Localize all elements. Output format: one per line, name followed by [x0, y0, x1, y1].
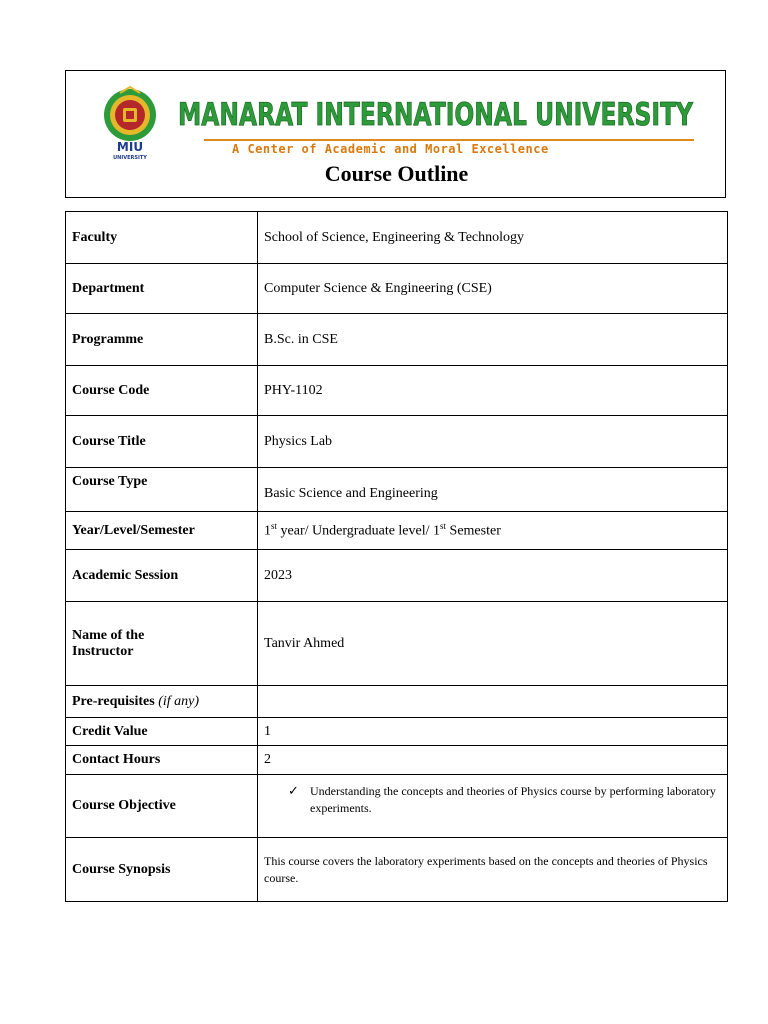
faculty-value: School of Science, Engineering & Technology — [258, 212, 728, 264]
course-objective-text: Understanding the concepts and theories of Physics course by performing laboratory experiments. — [310, 784, 716, 815]
department-value: Computer Science & Engineering (CSE) — [258, 264, 728, 314]
table-row-course-code — [66, 366, 728, 416]
course-objective-value — [258, 775, 728, 838]
year-level-semester-value — [258, 512, 728, 550]
contact-hours-value: 2 — [258, 746, 728, 775]
programme-value: B.Sc. in CSE — [258, 314, 728, 366]
table-row-instructor — [66, 602, 728, 686]
semester-text: Semester — [446, 523, 501, 539]
prerequisites-label — [66, 686, 258, 718]
course-synopsis-label: Course Synopsis — [66, 838, 258, 902]
table-row-year-level-semester — [66, 512, 728, 550]
prerequisites-note: (if any) — [158, 693, 200, 709]
tagline: A Center of Academic and Moral Excellence — [232, 142, 549, 156]
table-row-faculty — [66, 212, 728, 264]
table-row-department — [66, 264, 728, 314]
header-box — [65, 70, 726, 198]
checkmark-icon: ✓ — [288, 783, 299, 798]
year-text: year/ Undergraduate level/ — [277, 523, 434, 539]
year-level-semester-label: Year/Level/Semester — [66, 512, 258, 550]
table-row-prerequisites — [66, 686, 728, 718]
course-synopsis-value: This course covers the laboratory experiments based on the concepts and theories of Physics course. — [258, 838, 728, 902]
logo-text: MIU — [116, 140, 144, 154]
credit-value-label: Credit Value — [66, 718, 258, 746]
contact-hours-label: Contact Hours — [66, 746, 258, 775]
university-name — [178, 93, 698, 133]
table-row-course-type — [66, 468, 728, 512]
semester-number: 1 — [433, 523, 441, 539]
academic-session-value: 2023 — [258, 550, 728, 602]
course-type-value: Basic Science and Engineering — [258, 468, 728, 512]
logo-subtext: UNIVERSITY — [113, 155, 147, 161]
table-row-course-objective — [66, 775, 728, 838]
table-row-credit-value — [66, 718, 728, 746]
academic-session-label: Academic Session — [66, 550, 258, 602]
course-title-value: Physics Lab — [258, 416, 728, 468]
course-title-label: Course Title — [66, 416, 258, 468]
course-outline-table — [65, 211, 728, 902]
year-ordinal: st — [271, 521, 278, 532]
credit-value-value: 1 — [258, 718, 728, 746]
year-number: 1 — [264, 523, 271, 539]
instructor-label-line1: Name of the — [72, 627, 145, 643]
instructor-value: Tanvir Ahmed — [258, 602, 728, 686]
faculty-label: Faculty — [66, 212, 258, 264]
prerequisites-value — [258, 686, 728, 718]
university-logo — [94, 85, 166, 161]
table-row-course-synopsis — [66, 838, 728, 902]
table-row-programme — [66, 314, 728, 366]
prerequisites-label-text: Pre-requisites — [72, 693, 155, 709]
tagline-rule — [204, 139, 694, 141]
document-title: Course Outline — [324, 161, 469, 186]
course-objective-label: Course Objective — [66, 775, 258, 838]
course-code-value: PHY-1102 — [258, 366, 728, 416]
department-label: Department — [66, 264, 258, 314]
programme-label: Programme — [66, 314, 258, 366]
course-code-label: Course Code — [66, 366, 258, 416]
table-row-academic-session — [66, 550, 728, 602]
instructor-label-line2: Instructor — [72, 643, 134, 659]
instructor-label — [66, 602, 258, 686]
semester-ordinal: st — [440, 521, 447, 532]
university-name-text: MANARAT INTERNATIONAL UNIVERSITY — [178, 97, 694, 133]
course-type-label: Course Type — [66, 468, 258, 512]
table-row-contact-hours — [66, 746, 728, 775]
table-row-course-title — [66, 416, 728, 468]
